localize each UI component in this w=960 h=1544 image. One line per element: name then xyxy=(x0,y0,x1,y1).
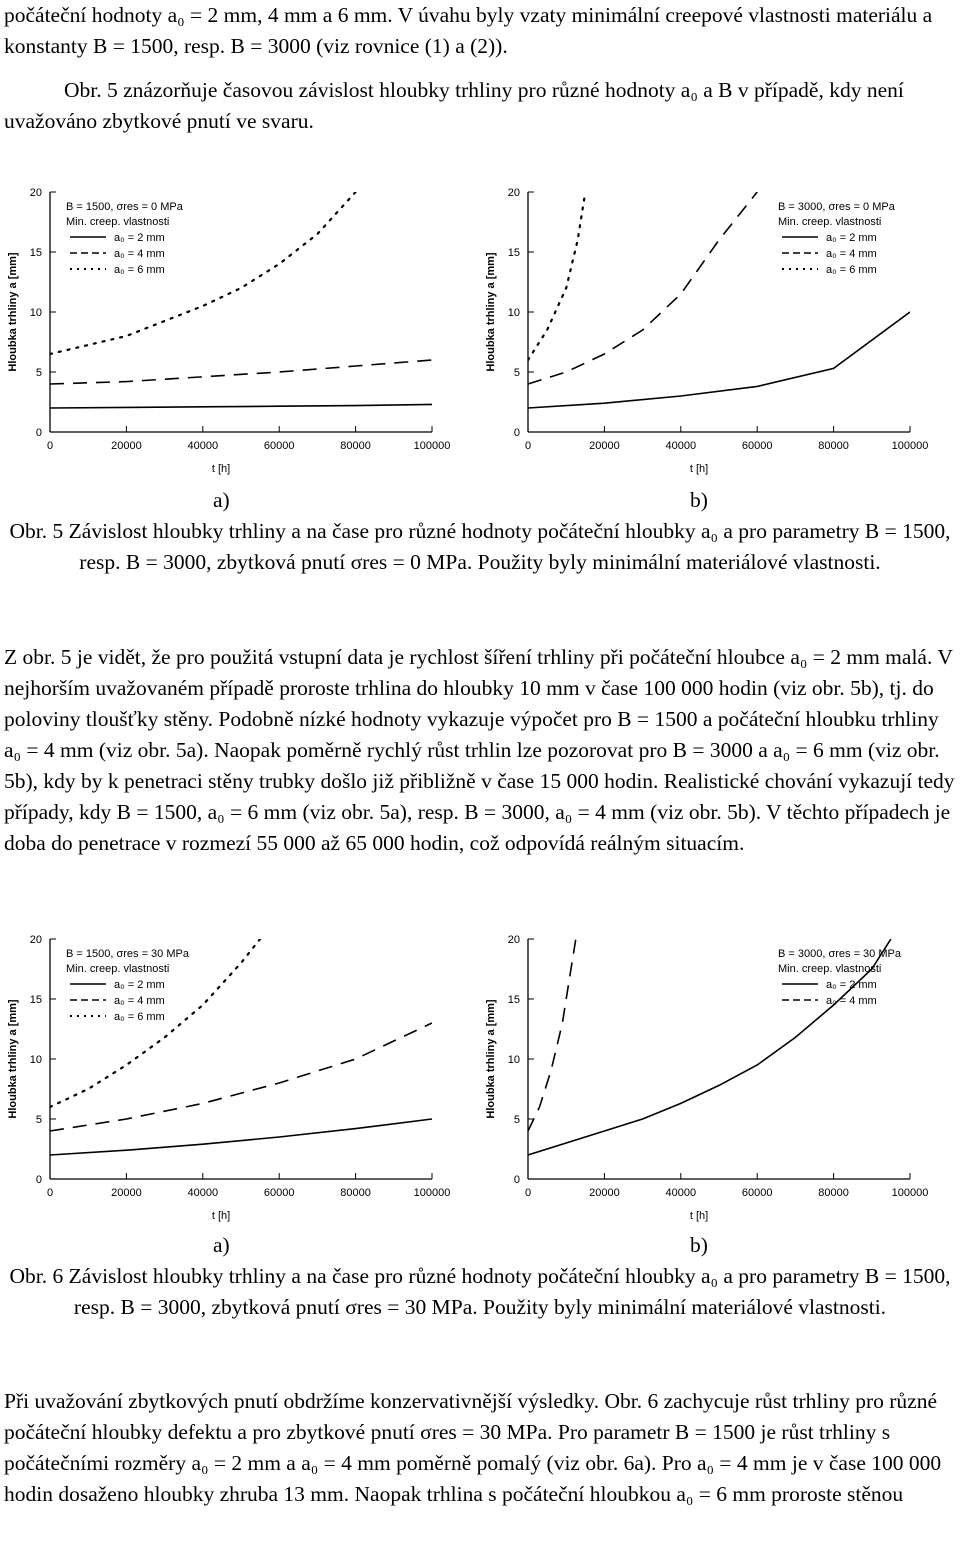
x-tick-label: 20000 xyxy=(111,440,142,452)
y-tick-label: 0 xyxy=(35,1174,42,1186)
x-tick-label: 0 xyxy=(524,440,532,452)
y-axis-label: Hloubka trhliny a [mm] xyxy=(485,999,497,1119)
legend-entry: a₀ = 4 mm xyxy=(826,995,877,1007)
subfigure-label-a: a) xyxy=(213,488,230,512)
y-tick-label: 15 xyxy=(29,247,42,259)
legend-heading: B = 1500, σres = 0 MPa xyxy=(66,201,183,213)
paragraph-1: počáteční hodnoty a₀ = 2 mm, 4 mm a 6 mm. V úvahu byly vzaty minimální creepové vlastnosti materiálu a konstanty B = 1500, resp. B = 3000 (viz rovnice (1) a (2)). xyxy=(4,3,933,58)
chart-6a xyxy=(0,927,470,1227)
legend-entry: a₀ = 6 mm xyxy=(826,264,877,276)
figure-5-caption: Obr. 5 Závislost hloubky trhliny a na čase pro různé hodnoty počáteční hloubky a₀ a pro parametry B = 1500, resp. B = 3000, zbytková pnutí σres = 0 MPa. Použity byly minimální materiálové vlastnosti. xyxy=(9,519,951,574)
y-tick-label: 10 xyxy=(29,1054,42,1066)
x-tick-label: 20000 xyxy=(589,440,620,452)
x-tick-label: 80000 xyxy=(340,1187,371,1199)
y-tick-label: 15 xyxy=(29,994,42,1006)
plot-area xyxy=(50,180,432,408)
x-tick-label: 80000 xyxy=(818,1187,849,1199)
y-tick-label: 20 xyxy=(29,187,42,199)
x-tick-label: 20000 xyxy=(111,1187,142,1199)
legend-entry: a₀ = 6 mm xyxy=(114,264,165,276)
legend-heading: B = 3000, σres = 30 MPa xyxy=(778,948,901,960)
x-tick-label: 80000 xyxy=(340,440,371,452)
x-tick-label: 100000 xyxy=(413,440,451,452)
chart-6b xyxy=(478,927,948,1227)
y-tick-label: 5 xyxy=(35,1114,42,1126)
legend-entry: a₀ = 2 mm xyxy=(826,232,877,244)
legend-heading: B = 3000, σres = 0 MPa xyxy=(778,201,895,213)
x-tick-label: 20000 xyxy=(589,1187,620,1199)
subfigure-label-b-2: b) xyxy=(690,1233,708,1257)
chart-5b xyxy=(478,180,948,480)
legend-entry: a₀ = 4 mm xyxy=(114,248,165,260)
x-tick-label: 40000 xyxy=(187,440,219,452)
legend-subheading: Min. creep. vlastnosti xyxy=(778,216,882,228)
paragraph-4: Při uvažování zbytkových pnutí obdržíme konzervativnější výsledky. Obr. 6 zachycuje růst trhliny pro různé počáteční hloubky defektu a pro zbytkové pnutí σres = 30 MPa. Pro parametr B = 1500 je růst trhliny s počátečními rozměry a₀ = 2 mm a a₀ = 4 mm poměrně pomalý (viz obr. 6a). Pro a₀ = 4 mm je v čase 100 000 hodin dosaženo hloubky zhruba 13 mm. Naopak trhlina s počáteční hloubkou a₀ = 6 mm proroste stěnou xyxy=(4,1389,942,1506)
y-tick-label: 5 xyxy=(513,1114,520,1126)
series-line xyxy=(528,192,585,360)
y-axis-label: Hloubka trhliny a [mm] xyxy=(7,999,19,1119)
x-tick-label: 80000 xyxy=(818,440,849,452)
x-axis-label: t [h] xyxy=(689,1210,709,1222)
x-tick-label: 60000 xyxy=(263,440,295,452)
figure-6-caption: Obr. 6 Závislost hloubky trhliny a na čase pro různé hodnoty počáteční hloubky a₀ a pro parametry B = 1500, resp. B = 3000, zbytková pnutí σres = 30 MPa. Použity byly minimální materiálové vlastnosti. xyxy=(9,1264,951,1319)
y-axis-label: Hloubka trhliny a [mm] xyxy=(485,252,497,372)
legend-entry: a₀ = 2 mm xyxy=(826,979,877,991)
y-tick-label: 0 xyxy=(35,427,42,439)
y-tick-label: 5 xyxy=(513,367,520,379)
y-tick-label: 10 xyxy=(507,307,520,319)
x-axis-label: t [h] xyxy=(689,463,709,475)
series-line xyxy=(50,404,432,408)
series-line xyxy=(528,192,757,384)
x-tick-label: 0 xyxy=(46,440,54,452)
series-line xyxy=(50,360,432,384)
legend-entry: a₀ = 2 mm xyxy=(114,979,165,991)
y-tick-label: 5 xyxy=(35,367,42,379)
y-tick-label: 15 xyxy=(507,994,520,1006)
x-tick-label: 100000 xyxy=(413,1187,451,1199)
y-tick-label: 10 xyxy=(507,1054,520,1066)
y-tick-label: 10 xyxy=(29,307,42,319)
y-axis-label: Hloubka trhliny a [mm] xyxy=(7,252,19,372)
subfigure-label-b: b) xyxy=(690,488,708,512)
x-tick-label: 40000 xyxy=(665,440,697,452)
legend-subheading: Min. creep. vlastnosti xyxy=(66,963,170,975)
y-tick-label: 20 xyxy=(29,934,42,946)
legend-entry: a₀ = 4 mm xyxy=(114,995,165,1007)
legend-entry: a₀ = 6 mm xyxy=(114,1011,165,1023)
series-line xyxy=(528,312,910,408)
y-tick-label: 0 xyxy=(513,1174,520,1186)
x-axis-label: t [h] xyxy=(211,463,231,475)
x-tick-label: 40000 xyxy=(665,1187,697,1199)
y-tick-label: 0 xyxy=(513,427,520,439)
legend-heading: B = 1500, σres = 30 MPa xyxy=(66,948,189,960)
paragraph-2: Obr. 5 znázorňuje časovou závislost hloubky trhliny pro různé hodnoty a₀ a B v případě, kdy není uvažováno zbytkové pnutí ve svaru. xyxy=(4,78,904,133)
x-tick-label: 60000 xyxy=(741,1187,773,1199)
series-line xyxy=(528,939,576,1131)
y-tick-label: 20 xyxy=(507,934,520,946)
x-axis-label: t [h] xyxy=(211,1210,231,1222)
legend-subheading: Min. creep. vlastnosti xyxy=(66,216,170,228)
paragraph-3: Z obr. 5 je vidět, že pro použitá vstupní data je rychlost šíření trhliny při počáteční hloubce a₀ = 2 mm malá. V nejhorším uvažovaném případě proroste trhlina do hloubky 10 mm v čase 100 000 hodin (viz obr. 5b), tj. do poloviny tloušťky stěny. Podobně nízké hodnoty vykazuje výpočet pro B = 1500 a počáteční hloubku trhliny a₀ = 4 mm (viz obr. 5a). Naopak poměrně rychlý růst trhlin lze pozorovat pro B = 3000 a a₀ = 6 mm (viz obr. 5b), kdy by k penetraci stěny trubky došlo již přibližně v čase 15 000 hodin. Realistické chování vykazují tedy případy, kdy B = 1500, a₀ = 6 mm (viz obr. 5a), resp. B = 3000, a₀ = 4 mm (viz obr. 5b). V těchto případech je doba do penetrace v rozmezí 55 000 až 65 000 hodin, což odpovídá reálným situacím. xyxy=(4,645,955,855)
x-tick-label: 100000 xyxy=(891,440,929,452)
y-tick-label: 20 xyxy=(507,187,520,199)
legend-subheading: Min. creep. vlastnosti xyxy=(778,963,882,975)
x-tick-label: 40000 xyxy=(187,1187,219,1199)
legend-entry: a₀ = 2 mm xyxy=(114,232,165,244)
x-tick-label: 0 xyxy=(46,1187,54,1199)
x-tick-label: 60000 xyxy=(741,440,773,452)
x-tick-label: 60000 xyxy=(263,1187,295,1199)
x-tick-label: 0 xyxy=(524,1187,532,1199)
subfigure-label-a-2: a) xyxy=(213,1233,230,1257)
series-line xyxy=(50,1119,432,1155)
legend-entry: a₀ = 4 mm xyxy=(826,248,877,260)
x-tick-label: 100000 xyxy=(891,1187,929,1199)
chart-5a xyxy=(0,180,470,480)
y-tick-label: 15 xyxy=(507,247,520,259)
